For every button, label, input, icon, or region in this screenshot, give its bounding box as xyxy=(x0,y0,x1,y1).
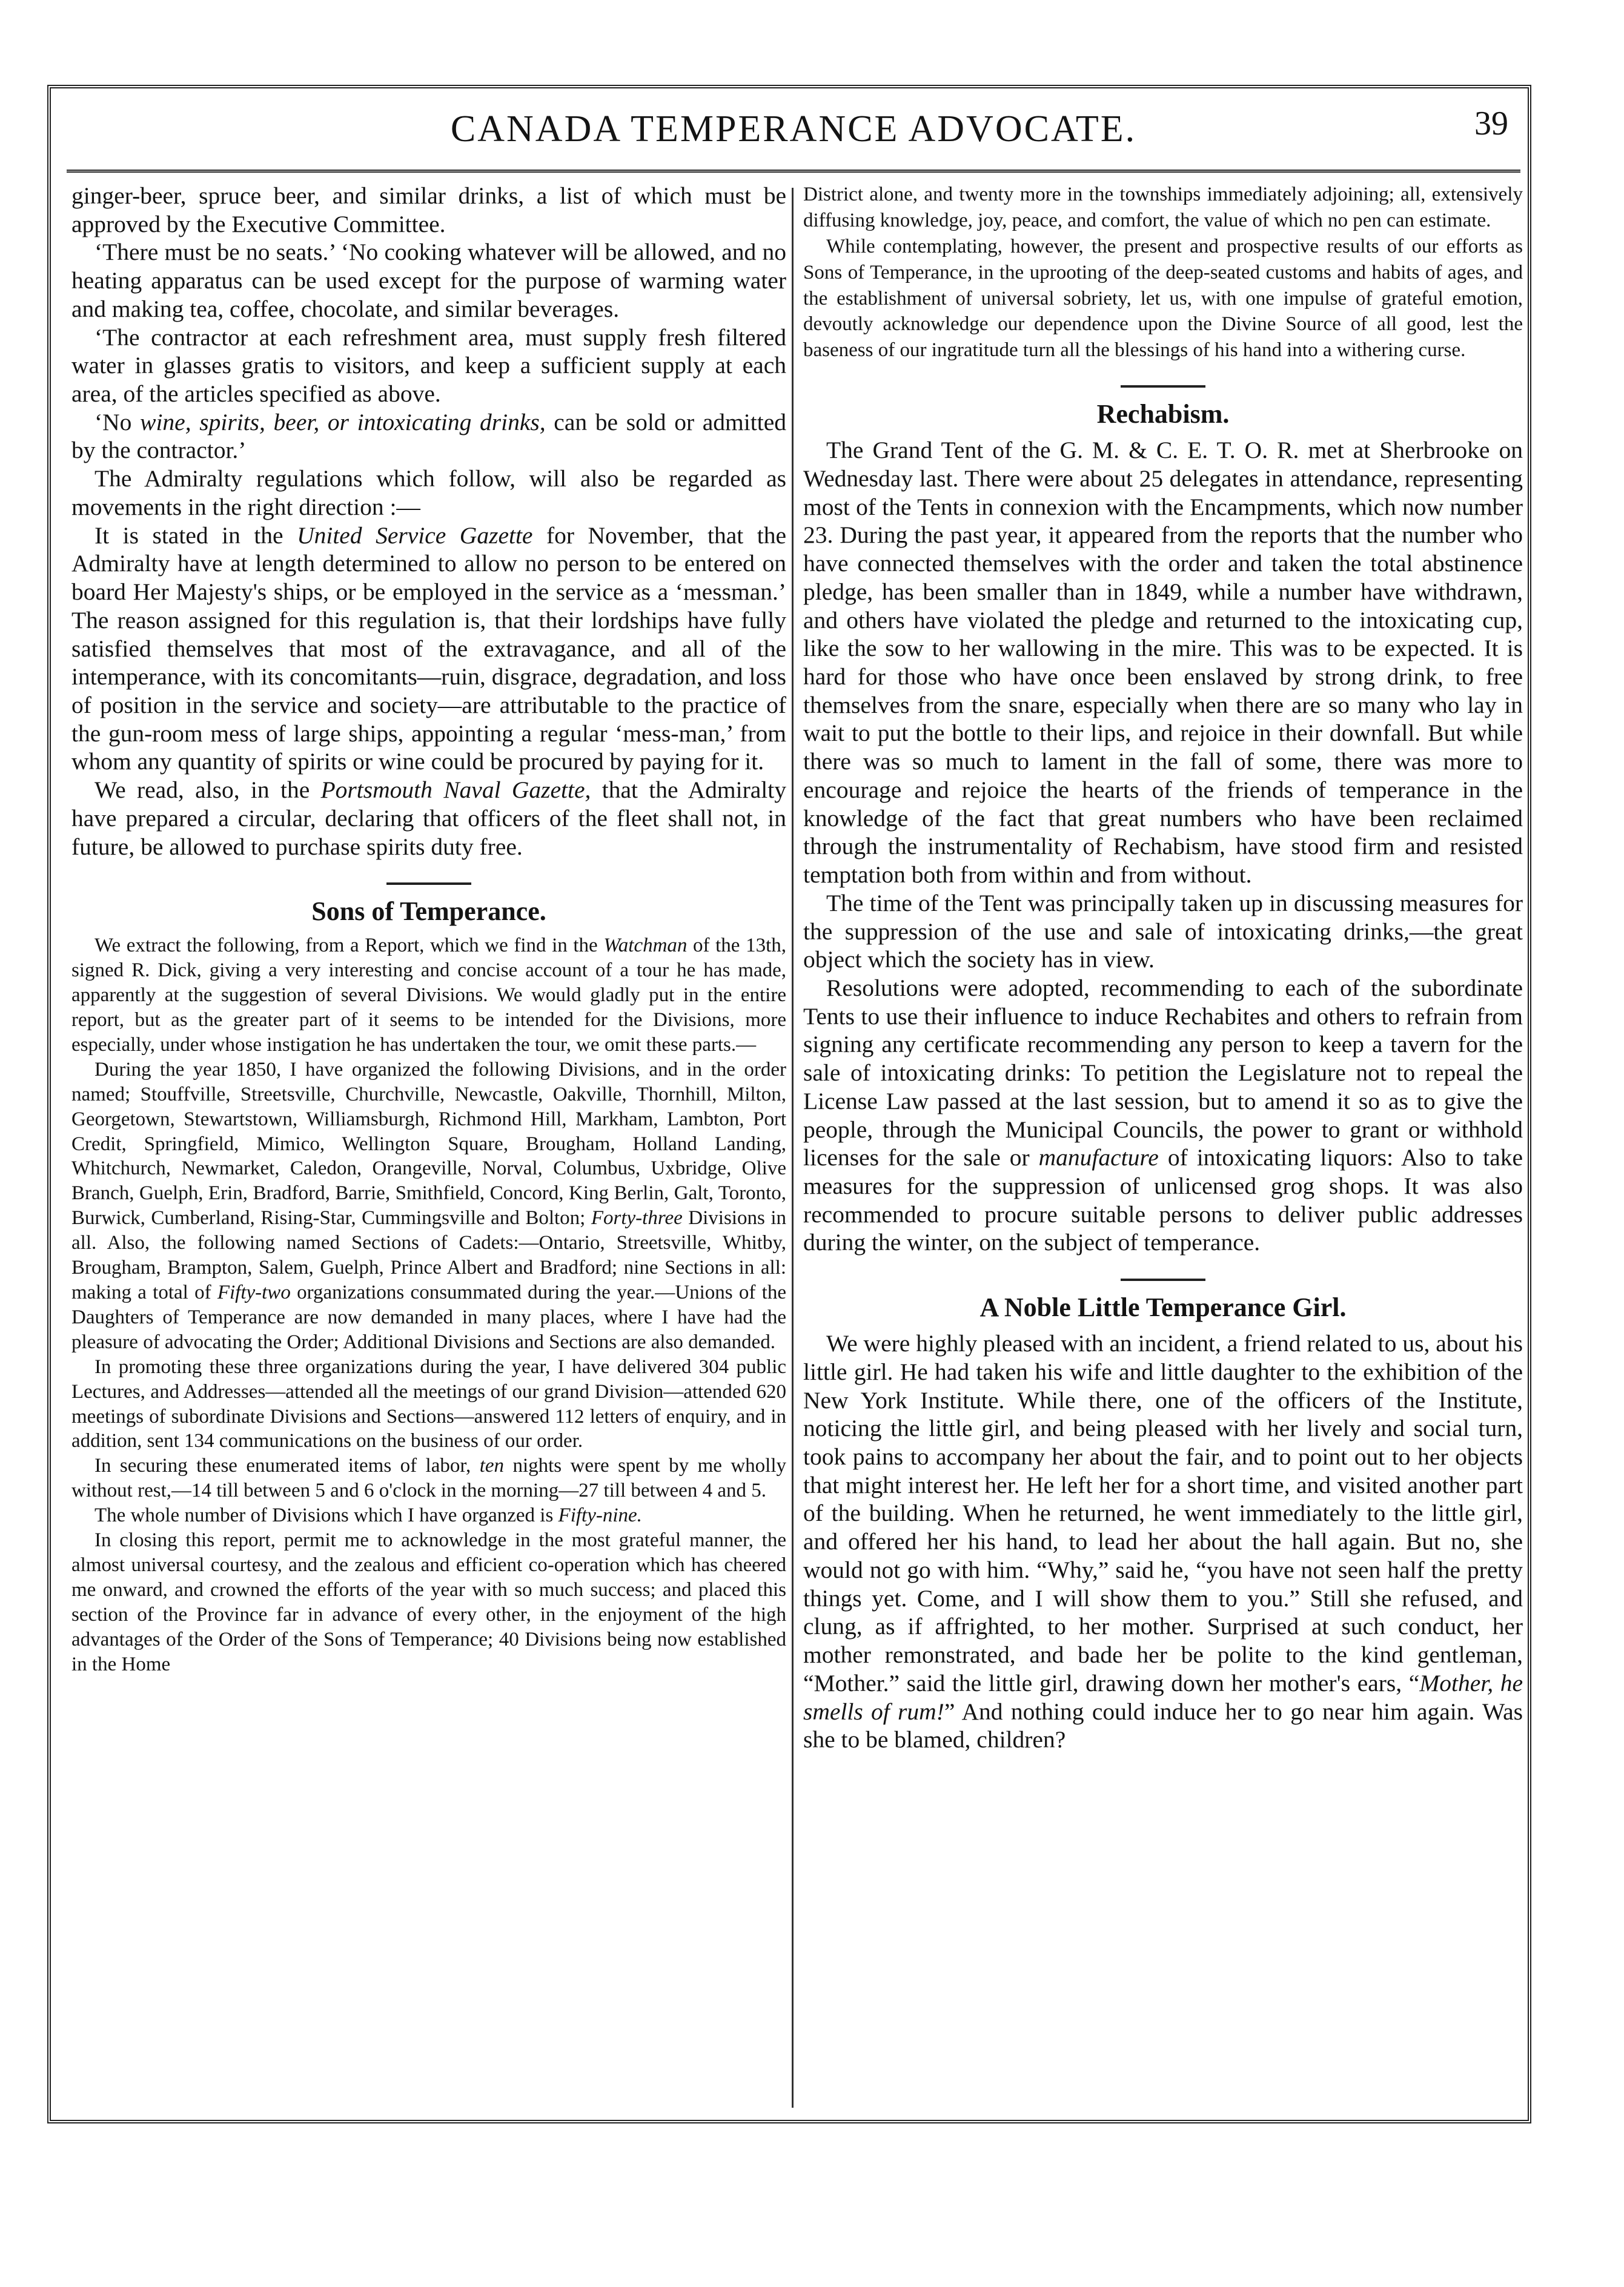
paragraph: The Grand Tent of the G. M. & C. E. T. O. R. met at Sherbrooke on Wednesday last. There were about 25 delegates in attendance, representing most of the Tents in connexion with the Encampments, which now number 23. During the past year, it appeared from the reports that the number who have connected themselves with the order and taken the total abstinence pledge, has been smaller than in 1849, while a number have withdrawn, and others have violated the pledge and returned to the intoxicating cup, like the sow to her wallowing in the mire. This was to be expected. It is hard for those who have once been enslaved by strong drink, to free themselves from the snare, especially when there are so many who lay in wait to put the bottle to their lips, and rejoice in their downfall. But while there was so much to lament in the fall of some, there was more to encourage and rejoice the hearts of the friends of temperance in the knowledge of the fact that great numbers who have been reclaimed through the instrumentality of Rechabism, have stood firm and resisted temptation both from within and from without. xyxy=(803,437,1523,889)
paragraph: In promoting these three organizations during the year, I have delivered 304 public Lectures, and Addresses—attended all the meetings of our grand Division—attended 620 meetings of subordinate Divisions and Sections—answered 112 letters of enquiry, and in addition, sent 134 communications on the business of our order. xyxy=(71,1355,786,1452)
paragraph: We extract the following, from a Report, which we find in the Watchman of the 13th, signed R. Dick, giving a very interesting and concise account of a tour he has made, apparently at the suggestion of several Divisions. We would gladly put in the entire report, but as the greater part of it seems to be intended for the Divisions, more especially, under whose instigation he has undertaken the tour, we omit these parts.— xyxy=(71,935,786,1056)
paragraph: While contemplating, however, the present and prospective results of our efforts as Sons of Temperance, in the uprooting of the deep-seated customs and habits of ages, and the establishment of universal sobriety, let us, with one impulse of grateful emotion, devoutly acknowledge our dependence upon the Divine Source of all good, lest the baseness of our ingratitude turn all the blessings of his hand into a withering curse. xyxy=(803,235,1523,362)
page-number: 39 xyxy=(1474,105,1508,142)
heading-sons-of-temperance: Sons of Temperance. xyxy=(311,896,546,927)
paragraph: We were highly pleased with an incident, a friend related to us, about his little girl. He had taken his wife and little daughter to the exhibition of the New York Institute. While there, one of the officers of the Institute, noticing the little girl, and being pleased with her lively and social turn, took pains to accompany her about the fair, and to point out to her objects that might interest her. He left her for a short time, and visited another part of the building. When he returned, he went immediately to the little girl, and offered her his hand, to lead her about the hall again. But no, she would not go with him. “Why,” said he, “you have not seen half the pretty things yet. Come, and I will show them to you.” Still she refused, and clung, as if affrighted, to her mother. Surprised at such conduct, her mother remonstrated, and bade her be polite to the kind gentleman, “Mother.” said the little girl, drawing down her mother's ears, “Mother, he smells of rum!” And nothing could induce her to go near him again. Was she to be blamed, children? xyxy=(803,1330,1523,1753)
column-divider xyxy=(792,188,794,2108)
section-rule xyxy=(1121,1279,1205,1281)
paragraph: The Admiralty regulations which follow, will also be regarded as movements in the right direction :— xyxy=(71,465,786,520)
paragraph: It is stated in the United Service Gazette for November, that the Admiralty have at length determined to allow no person to be entered on board Her Majesty's ships, or be employed in the service as a ‘messman.’ The reason assigned for this regulation is, that their lordships have fully satisfied themselves that most of the extravagance, and all of the intemperance, with its concomitants—ruin, disgrace, degradation, and loss of position in the service and society—are attributable to the practice of the gun-room mess of large ships, appointing a regular ‘mess-man,’ from whom any quantity of spirits or wine could be procured by paying for it. xyxy=(71,521,786,775)
heading-rechabism: Rechabism. xyxy=(1096,399,1230,429)
paragraph: ginger-beer, spruce beer, and similar drinks, a list of which must be approved by the Executive Committee. xyxy=(71,182,786,237)
section-rule xyxy=(386,882,471,885)
paragraph: The time of the Tent was principally taken up in discussing measures for the suppression of the use and sale of intoxicating drinks,—the great object which the society has in view. xyxy=(803,889,1523,973)
paragraph: In securing these enumerated items of labor, ten nights were spent by me wholly without rest,—14 till between 5 and 6 o'clock in the morning—27 till between 4 and 5. xyxy=(71,1455,786,1502)
paragraph: We read, also, in the Portsmouth Naval Gazette, that the Admiralty have prepared a circular, declaring that officers of the fleet shall not, in future, be allowed to purchase spirits duty free. xyxy=(71,776,786,860)
paragraph: ‘There must be no seats.’ ‘No cooking whatever will be allowed, and no heating apparatus can be used except for the purpose of warming water and making tea, coffee, chocolate, and similar beverages. xyxy=(71,239,786,322)
paragraph: In closing this report, permit me to acknowledge in the most grateful manner, the almost universal courtesy, and the zealous and efficient co-operation which has cheered me onward, and crowned the efforts of the year with so much success; and placed this section of the Province far in advance of every other, in the enjoyment of the high advantages of the Order of the Sons of Temperance; 40 Divisions being now established in the Home xyxy=(71,1529,786,1675)
paragraph: ‘No wine, spirits, beer, or intoxicating drinks, can be sold or admitted by the contractor.’ xyxy=(71,408,786,464)
page-header xyxy=(67,91,1520,173)
paragraph: Resolutions were adopted, recommending to each of the subordinate Tents to use their influence to induce Rechabites and others to refrain from signing any certificate recommending any person to keep a tavern for the sale of intoxicating drinks: To petition the Legislature not to repeal the License Law passed at the last session, but to amend it so as to give the people, through the Municipal Councils, the power to grant or withhold licenses for the sale or manufacture of intoxicating liquors: Also to take measures for the suppression of unlicensed grog shops. It was also recommended to procure suitable persons to deliver public addresses during the winter, on the subject of temperance. xyxy=(803,974,1523,1256)
left-column xyxy=(71,182,786,2102)
newspaper-title: CANADA TEMPERANCE ADVOCATE. xyxy=(450,108,1137,150)
paragraph: During the year 1850, I have organized the following Divisions, and in the order named; Stouffville, Streetsville, Churchville, Newcastle, Oakville, Thornhill, Milton, Georgetown, Stewartstown, Williamsburgh, Richmond Hill, Markham, Lambton, Port Credit, Springfield, Mimico, Wellington Square, Brougham, Holland Landing, Whitchurch, Newmarket, Caledon, Orangeville, Norval, Columbus, Uxbridge, Olive Branch, Guelph, Erin, Bradford, Barrie, Smithfield, Concord, King Berlin, Galt, Toronto, Burwick, Cumberland, Rising-Star, Cummingsville and Bolton; Forty-three Divisions in all. Also, the following named Sections of Cadets:—Ontario, Streetsville, Whitby, Brougham, Brampton, Salem, Guelph, Prince Albert and Bradford; nine Sections in all: making a total of Fifty-two organizations consummated during the year.—Unions of the Daughters of Temperance are now demanded in many places, where I have had the pleasure of advocating the Order; Additional Divisions and Sections are also demanded. xyxy=(71,1058,786,1353)
paragraph: The whole number of Divisions which I have organzed is Fifty-nine. xyxy=(94,1504,642,1527)
paragraph: ‘The contractor at each refreshment area, must supply fresh filtered water in glasses gratis to visitors, and keep a sufficient supply at each area, of the articles specified as above. xyxy=(71,323,786,408)
right-column xyxy=(803,182,1523,2102)
section-rule xyxy=(1121,385,1205,388)
paragraph: District alone, and twenty more in the townships immediately adjoining; all, extensively diffusing knowledge, joy, peace, and comfort, the value of which no pen can estimate. xyxy=(803,184,1523,231)
heading-noble-little-temperance-girl: A Noble Little Temperance Girl. xyxy=(979,1292,1347,1323)
